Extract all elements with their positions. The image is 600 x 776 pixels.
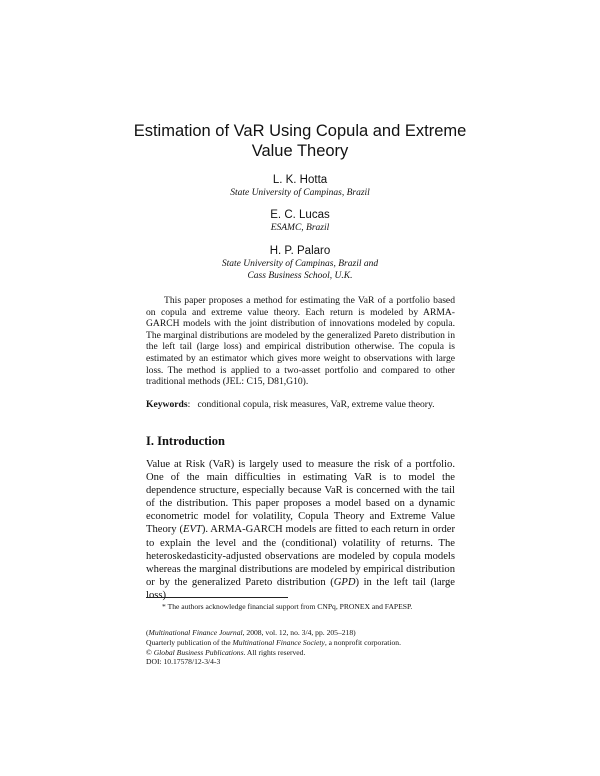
intro-evt: EVT	[182, 524, 202, 536]
author-affiliation: Cass Business School, U.K.	[247, 271, 353, 281]
intro-text-1: Value at Risk (VaR) is largely used to measure the risk of a portfolio. One of the main difficulties in estimating VaR is to model the dependence structure, especially because VaR is concerned with the tail of the distribution. This paper proposes a model based on a dynamic econometric model for volatility, Copula Theory and Extreme Value Theory (	[146, 459, 455, 536]
keywords-text: conditional copula, risk measures, VaR, extreme value theory.	[197, 399, 435, 410]
citation-quarterly-prefix: Quarterly publication of the	[146, 637, 233, 647]
citation-details: , 2008, vol. 12, no. 3/4, pp. 205–218)	[242, 628, 356, 637]
footnote-rule	[146, 597, 288, 598]
citation-rights: . All rights reserved.	[243, 647, 306, 657]
abstract-text: This paper proposes a method for estimating the VaR of a portfolio based on copula and extreme value theory. Each return is modeled by ARMA-GARCH models with the joint distribution of innovations modeled by copula. The marginal distributions are modeled by the generalized Pareto distribution in the left tail (large loss) and empirical distribution otherwise. The copula is estimated by an estimator which gives more weight to observations with large loss. The method is applied to a two-asset portfolio and compared to other traditional methods (JEL: C15, D81,G10).	[146, 295, 455, 388]
citation-line-3	[146, 648, 466, 658]
title-line-2: Value Theory	[251, 142, 349, 160]
intro-paragraph	[146, 458, 455, 602]
intro-gpd: GPD	[333, 576, 356, 588]
citation-society: Multinational Finance Society	[232, 637, 325, 647]
paper-title	[100, 121, 500, 161]
author-name: L. K. Hotta	[272, 174, 328, 186]
author-2	[100, 208, 500, 234]
citation-line-1	[146, 628, 466, 638]
citation-doi: DOI: 10.17578/12-3/4-3	[146, 657, 221, 667]
citation-open-paren: (	[146, 628, 149, 637]
keywords-colon: :	[187, 399, 198, 410]
copyright-symbol: ©	[146, 647, 152, 657]
author-affiliation: State University of Campinas, Brazil and	[221, 259, 379, 269]
citation-block	[146, 628, 466, 667]
citation-publisher: Global Business Publications	[153, 647, 244, 657]
footnote-mark: *	[162, 602, 166, 611]
title-line-1: Estimation of VaR Using Copula and Extreme	[133, 122, 467, 140]
footnote	[162, 602, 462, 612]
author-1	[100, 173, 500, 199]
citation-quarterly-suffix: , a nonprofit corporation.	[324, 637, 401, 647]
intro-text-3: ) in the left tail (large loss)	[146, 576, 456, 601]
keywords-label: Keywords	[146, 399, 188, 410]
intro-text-2: ). ARMA-GARCH models are fitted to each return in order to explain the level and the (conditional) volatility of returns. The heteroskedasticity-adjusted observations are modeled by copula models whereas the marginal distributions are modeled by empirical distribution or by the generalized Pareto distribution (	[146, 524, 455, 588]
citation-line-2	[146, 638, 466, 648]
citation-journal: Multinational Finance Journal	[148, 628, 243, 637]
footnote-text: The authors acknowledge financial support from CNPq, PRONEX and FAPESP.	[167, 602, 413, 611]
keywords	[146, 399, 476, 411]
author-name: E. C. Lucas	[270, 209, 330, 221]
author-affiliation: State University of Campinas, Brazil	[230, 188, 370, 198]
author-name: H. P. Palaro	[269, 245, 331, 257]
author-3	[100, 244, 500, 282]
author-affiliation: ESAMC, Brazil	[270, 223, 330, 233]
section-heading: I. Introduction	[146, 434, 225, 448]
abstract	[146, 295, 455, 388]
